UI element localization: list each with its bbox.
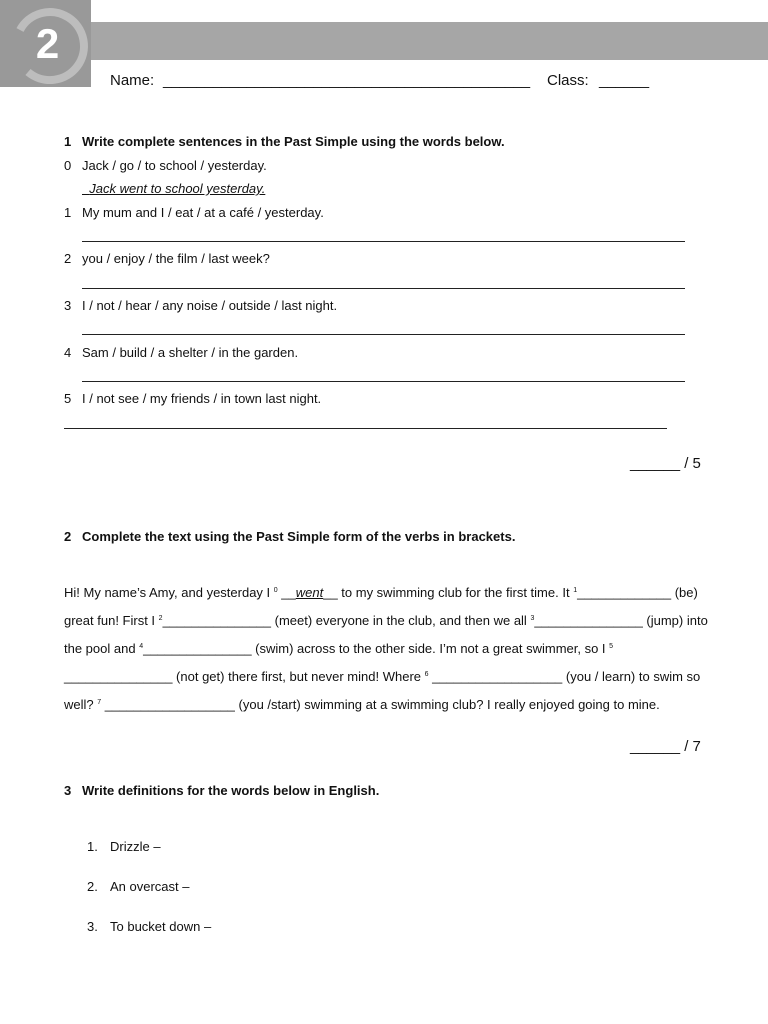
gap-7[interactable]: __________________ (you /start) swimming at a swimming club? I really enjoyed going to mine. [101,697,660,712]
text-line-1: Hi! My name’s Amy, and yesterday I $^0$ __went__ to my swimming club for the first time. It $^1$_____________ (be) [64,585,698,600]
item2-answer-line[interactable] [82,288,685,289]
section1-title: Write complete sentences in the Past Simple using the words below. [82,134,505,149]
section2-title: Complete the text using the Past Simple form of the verbs in brackets. [82,529,516,544]
definition1-number: 1. [87,839,98,854]
item5-number: 5 [64,391,72,406]
unit-badge [0,0,91,87]
definition3-number: 3. [87,919,98,934]
item3-answer-line[interactable] [82,334,685,335]
unit-number: 2 [35,20,60,67]
gap-1[interactable]: _____________ (be) [577,585,698,600]
item1-answer-line[interactable] [82,241,685,242]
section3-title: Write definitions for the words below in English. [82,783,380,798]
gap-2[interactable]: _______________ (meet) everyone in the club, and then we all [162,613,531,628]
item1-prompt: My mum and I / eat / at a café / yesterday. [82,205,324,220]
item1-number: 1 [64,205,72,220]
text-line-2: great fun! First I $^2$_______________ (meet) everyone in the club, and then we all $^3$_______________ (jump) into [64,613,708,628]
item0-example-answer: Jack went to school yesterday. [89,181,266,196]
item4-number: 4 [64,345,72,360]
gap-6[interactable]: __________________ (you / learn) to swim so [428,669,701,684]
item5-answer-line[interactable] [64,428,667,429]
item2-prompt: you / enjoy / the film / last week? [82,251,270,266]
header-bar [91,22,768,60]
definition2-number: 2. [87,879,98,894]
text-line-4: _______________ (not get) there first, but never mind! Where $^6$ __________________ (you / learn) to swim so [64,669,701,684]
section1-score: ______ / 5 [630,455,701,472]
gap-4[interactable]: _______________ (swim) across to the other side. I’m not a great swimmer, so I [143,641,610,656]
item4-answer-line[interactable] [82,381,685,382]
section2-number: 2 [64,529,72,544]
item4-prompt: Sam / build / a shelter / in the garden. [82,345,299,360]
section3-number: 3 [64,783,72,798]
item0-prompt: Jack / go / to school / yesterday. [82,158,267,173]
definition3-term: To bucket down – [110,919,212,934]
item2-number: 2 [64,251,72,266]
section1-number: 1 [64,134,72,149]
gap-3[interactable]: _______________ (jump) into [534,613,708,628]
definition1-term: Drizzle – [110,839,161,854]
example-gap-answer: went [295,585,324,600]
item3-prompt: I / not / hear / any noise / outside / last night. [82,298,338,313]
item3-number: 3 [64,298,72,313]
text-line-3: the pool and $^4$_______________ (swim) across to the other side. I’m not a great swimmer, so I $^5$ [64,641,614,656]
gap-5[interactable]: _______________ (not get) there first, but never mind! Where [64,669,425,684]
name-field[interactable]: ____________________________________________ [163,72,531,89]
class-label: Class: [547,72,589,89]
item5-prompt: I / not see / my friends / in town last night. [82,391,322,406]
section2-score: ______ / 7 [630,738,701,755]
item0-number: 0 [64,158,72,173]
text-line-5: well? $^7$ __________________ (you /start) swimming at a swimming club? I really enjoyed going to mine. [64,697,660,712]
class-field[interactable]: ______ [599,72,650,89]
name-label: Name: [110,72,155,89]
definition2-term: An overcast – [110,879,190,894]
